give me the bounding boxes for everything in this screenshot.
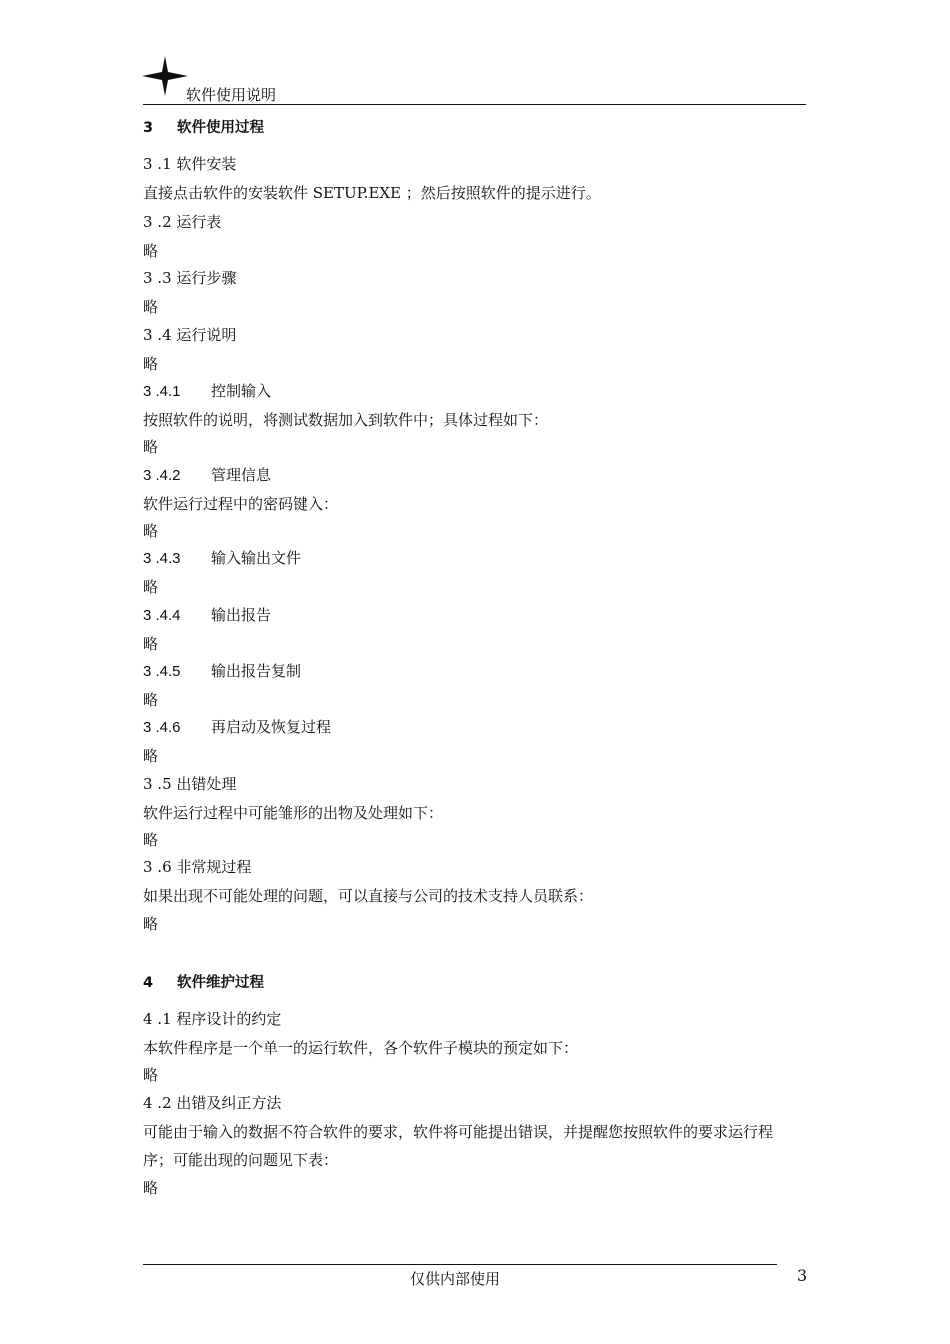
section-title: 软件使用过程 (177, 120, 264, 136)
subsection-title: 输出报告复制 (211, 662, 302, 680)
subsection-3-4-2-heading (143, 465, 271, 486)
subsection-3-4-2-text2: 略 (143, 522, 159, 540)
subsection-number: 3 .4.2 (143, 467, 181, 484)
section-number: 3 (143, 120, 154, 136)
footer-rule (143, 1264, 777, 1265)
subsection-3-2-text: 略 (143, 242, 159, 260)
subsection-3-4-1-text: 按照软件的说明，将测试数据加入到软件中；具体过程如下： (143, 411, 549, 429)
subsection-3-4-1-heading (143, 381, 271, 402)
subsection-3-4-6-heading (143, 717, 331, 738)
subsection-3-4-heading: 3 .4 运行说明 (143, 326, 237, 344)
subsection-number: 3 .4.3 (143, 550, 181, 567)
page-number: 3 (797, 1266, 808, 1285)
subsection-number: 3 .4.6 (143, 719, 181, 736)
section-3-heading (143, 116, 264, 137)
subsection-number: 3 .4.5 (143, 663, 181, 680)
header-title: 软件使用说明 (186, 86, 277, 104)
subsection-3-4-text: 略 (143, 355, 159, 373)
subsection-number: 3 .4.4 (143, 607, 181, 624)
subsection-3-4-2-text: 软件运行过程中的密码键入： (143, 495, 339, 513)
subsection-3-6-heading: 3 .6 非常规过程 (143, 858, 252, 876)
subsection-title: 再启动及恢复过程 (211, 718, 332, 736)
subsection-4-2-text-line1: 可能由于输入的数据不符合软件的要求，软件将可能提出错误，并提醒您按照软件的要求运行程 (143, 1123, 774, 1141)
subsection-4-2-text2: 略 (143, 1179, 159, 1197)
subsection-3-5-text: 软件运行过程中可能雏形的出物及处理如下： (143, 804, 444, 822)
subsection-title: 输入输出文件 (211, 549, 302, 567)
subsection-4-2-heading: 4 .2 出错及纠正方法 (143, 1094, 282, 1112)
subsection-3-4-5-text: 略 (143, 691, 159, 709)
subsection-3-5-text2: 略 (143, 831, 159, 849)
subsection-4-1-heading: 4 .1 程序设计的约定 (143, 1010, 282, 1028)
header-rule (143, 104, 806, 105)
subsection-title: 控制输入 (211, 382, 272, 400)
subsection-3-3-text: 略 (143, 298, 159, 316)
subsection-3-3-heading: 3 .3 运行步骤 (143, 269, 237, 287)
footer-text: 仅供内部使用 (410, 1270, 501, 1288)
subsection-4-2-text-line2: 序；可能出现的问题见下表： (143, 1151, 339, 1169)
subsection-3-4-3-heading (143, 548, 301, 569)
subsection-title: 输出报告 (211, 606, 272, 624)
subsection-4-1-text: 本软件程序是一个单一的运行软件，各个软件子模块的预定如下： (143, 1039, 579, 1057)
subsection-3-1-text: 直接点击软件的安装软件 SETUP.EXE ；然后按照软件的提示进行。 (143, 184, 601, 202)
subsection-3-5-heading: 3 .5 出错处理 (143, 775, 237, 793)
section-number: 4 (143, 975, 154, 991)
section-4-heading (143, 971, 264, 992)
subsection-3-4-5-heading (143, 661, 301, 682)
subsection-3-1-heading: 3 .1 软件安装 (143, 155, 237, 173)
subsection-3-2-heading: 3 .2 运行表 (143, 213, 222, 231)
subsection-title: 管理信息 (211, 466, 272, 484)
subsection-3-4-3-text: 略 (143, 578, 159, 596)
subsection-number: 3 .4.1 (143, 383, 181, 400)
subsection-3-4-4-text: 略 (143, 635, 159, 653)
section-title: 软件维护过程 (177, 975, 264, 991)
subsection-3-6-text: 如果出现不可能处理的问题，可以直接与公司的技术支持人员联系： (143, 887, 594, 905)
subsection-4-1-text2: 略 (143, 1066, 159, 1084)
subsection-3-4-6-text: 略 (143, 747, 159, 765)
subsection-3-4-4-heading (143, 605, 271, 626)
four-point-star-icon (142, 56, 188, 96)
subsection-3-4-1-text2: 略 (143, 438, 159, 456)
subsection-3-6-text2: 略 (143, 915, 159, 933)
